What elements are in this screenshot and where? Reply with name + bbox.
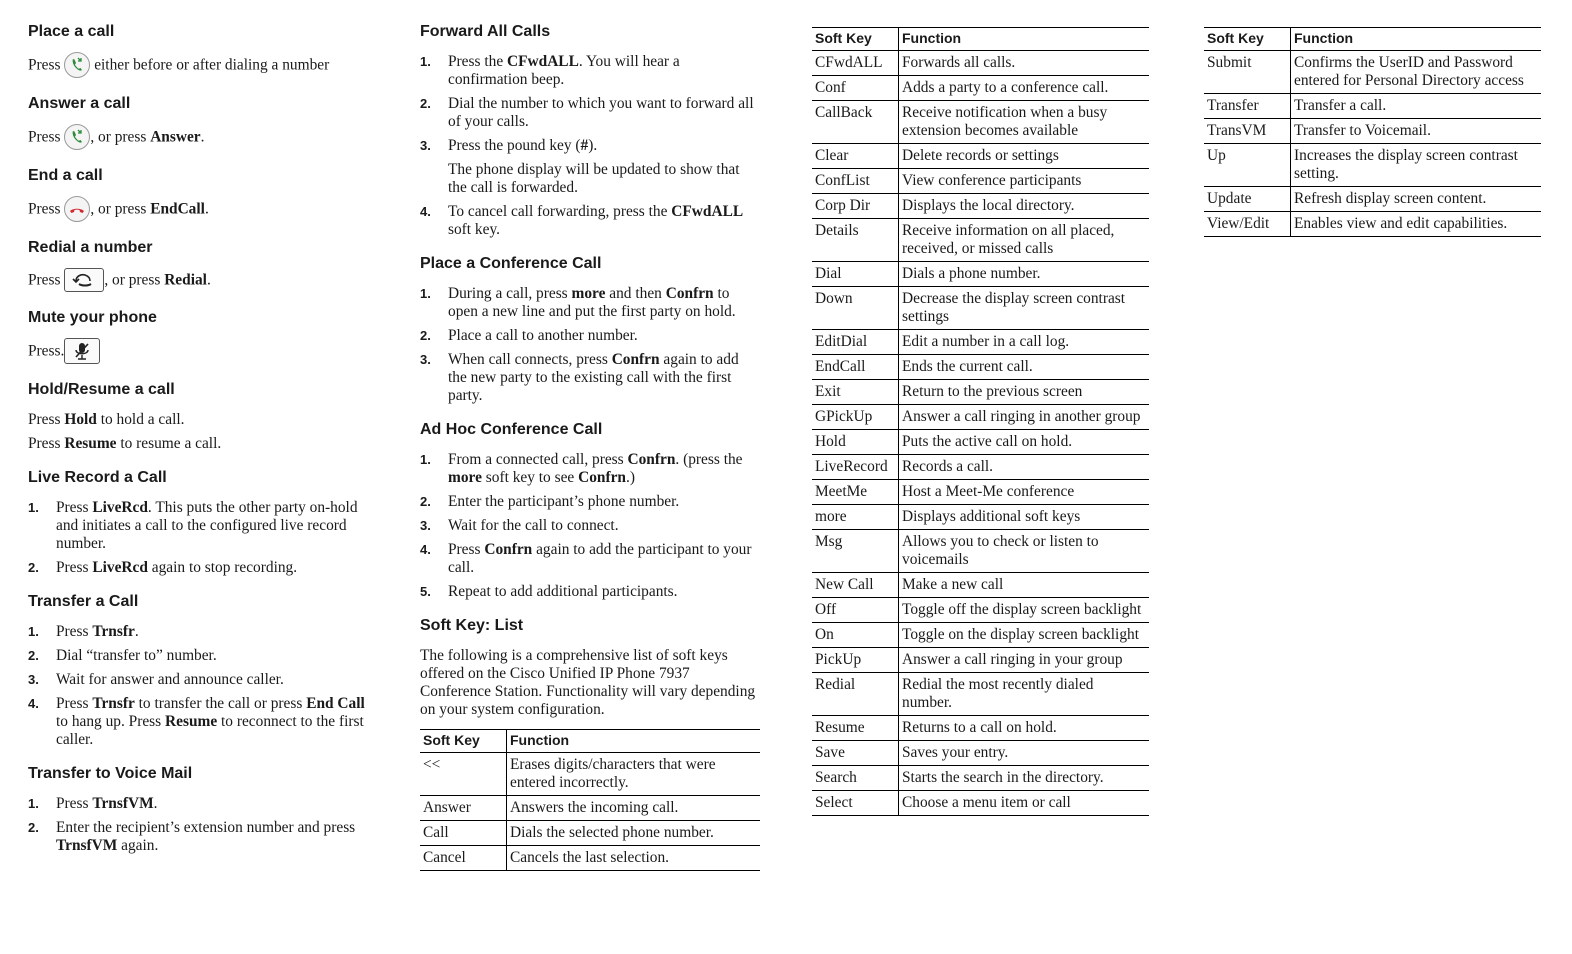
step-number: 3.: [420, 352, 431, 367]
list-item: [420, 137, 760, 197]
softkey-cell: Save: [812, 741, 899, 766]
softkey-name: more: [571, 285, 606, 302]
function-cell: Make a new call: [899, 573, 1150, 598]
step-number: 4.: [420, 542, 431, 557]
softkey-cell: PickUp: [812, 648, 899, 673]
list-item: [28, 499, 373, 553]
step-number: 4.: [28, 696, 39, 711]
function-cell: Records a call.: [899, 455, 1150, 480]
softkey-name: End Call: [306, 695, 365, 712]
softkey-name: Confrn: [484, 541, 533, 558]
table-row: [1204, 144, 1541, 187]
text: . You will hear a confirmation beep.: [448, 53, 680, 88]
text: Press: [28, 200, 65, 218]
text: Wait for the call to connect.: [448, 517, 619, 534]
softkey-table: [812, 27, 1149, 816]
table-row: [812, 623, 1149, 648]
list-item: [420, 53, 760, 89]
text: ).: [588, 137, 598, 154]
instruction: [28, 435, 373, 453]
text: Enter the participant’s phone number.: [448, 493, 680, 510]
softkey-cell: ConfList: [812, 169, 899, 194]
steps-list: [420, 53, 760, 239]
softkey-name: Answer: [150, 128, 201, 146]
section-title: End a call: [28, 167, 103, 184]
table-row: [812, 101, 1149, 144]
function-cell: Allows you to check or listen to voicemails: [899, 530, 1150, 573]
section-adhoc: [420, 420, 760, 601]
table-row: [812, 791, 1149, 816]
list-item: [420, 95, 760, 131]
softkey-cell: EditDial: [812, 330, 899, 355]
step-number: 2.: [28, 820, 39, 835]
softkey-name: Confrn: [627, 451, 676, 468]
softkey-cell: LiveRecord: [812, 455, 899, 480]
softkey-cell: <<: [420, 753, 507, 796]
section-end-call: [28, 166, 373, 223]
table-row: [1204, 212, 1541, 237]
softkey-cell: Corp Dir: [812, 194, 899, 219]
softkey-cell: Up: [1204, 144, 1291, 187]
table-body: [1204, 51, 1541, 237]
table-row: [812, 716, 1149, 741]
text: During a call, press: [448, 285, 572, 302]
text: Press: [56, 623, 93, 640]
instruction: [28, 53, 373, 79]
function-cell: Delete records or settings: [899, 144, 1150, 169]
column-header-softkey: Soft Key: [812, 28, 899, 51]
section-title: Place a Conference Call: [420, 255, 602, 272]
section-mute: [28, 308, 373, 365]
answer-phone-icon: [64, 124, 90, 150]
step-number: 2.: [28, 648, 39, 663]
table-header-row: [1204, 28, 1541, 51]
function-cell: Transfer a call.: [1291, 94, 1542, 119]
list-item: [420, 327, 760, 345]
text: Press: [56, 499, 93, 516]
steps-list: [28, 499, 373, 577]
instruction: [28, 411, 373, 429]
section-title: Place a call: [28, 23, 115, 40]
step-note: The phone display will be updated to show that the call is forwarded.: [448, 161, 740, 196]
table-row: [812, 380, 1149, 405]
section-softkey-list: [420, 616, 760, 871]
function-cell: Toggle on the display screen backlight: [899, 623, 1150, 648]
function-cell: Increases the display screen contrast setting.: [1291, 144, 1542, 187]
function-cell: Host a Meet-Me conference: [899, 480, 1150, 505]
softkey-cell: Conf: [812, 76, 899, 101]
softkey-name: more: [448, 469, 482, 486]
list-item: [420, 451, 760, 487]
table-row: [812, 169, 1149, 194]
softkey-table: [1204, 27, 1541, 237]
softkey-cell: Down: [812, 287, 899, 330]
softkey-cell: Call: [420, 821, 507, 846]
text: , or press: [104, 271, 165, 289]
table-row: [1204, 51, 1541, 94]
softkey-cell: Answer: [420, 796, 507, 821]
column-header-function: Function: [1291, 28, 1542, 51]
function-cell: Returns to a call on hold.: [899, 716, 1150, 741]
softkey-cell: Cancel: [420, 846, 507, 871]
text: Dial the number to which you want to forward all of your calls.: [448, 95, 754, 130]
list-item: [420, 493, 760, 511]
text: again.: [117, 837, 159, 854]
table-row: [420, 796, 760, 821]
list-item: [420, 541, 760, 577]
table-row: [812, 505, 1149, 530]
list-item: [28, 671, 373, 689]
softkey-cell: Redial: [812, 673, 899, 716]
section-title: Hold/Resume a call: [28, 381, 175, 398]
text: Press: [28, 128, 65, 146]
section-place-call: [28, 22, 373, 79]
list-item: [28, 647, 373, 665]
table-row: [812, 405, 1149, 430]
text: Press: [28, 435, 65, 452]
softkey-name: Resume: [165, 713, 218, 730]
function-cell: Edit a number in a call log.: [899, 330, 1150, 355]
function-cell: Saves your entry.: [899, 741, 1150, 766]
list-item: [28, 695, 373, 749]
section-conference: [420, 254, 760, 405]
step-number: 1.: [420, 286, 431, 301]
text: again to add the participant to your call.: [448, 541, 752, 576]
step-number: 5.: [420, 584, 431, 599]
table-row: [420, 753, 760, 796]
table-row: [1204, 94, 1541, 119]
table-row: [420, 821, 760, 846]
function-cell: Displays additional soft keys: [899, 505, 1150, 530]
softkey-name: Confrn: [665, 285, 714, 302]
table-header-row: [420, 730, 760, 753]
table-row: [812, 194, 1149, 219]
section-live-record: [28, 468, 373, 577]
section-title: Live Record a Call: [28, 469, 167, 486]
table-row: [420, 846, 760, 871]
softkey-cell: Resume: [812, 716, 899, 741]
section-redial: [28, 238, 373, 293]
function-cell: Redial the most recently dialed number.: [899, 673, 1150, 716]
softkey-cell: Search: [812, 766, 899, 791]
text: to resume a call.: [116, 435, 222, 452]
list-item: [28, 819, 373, 855]
step-number: 2.: [420, 96, 431, 111]
end-call-icon: [64, 196, 90, 222]
softkey-cell: Dial: [812, 262, 899, 287]
text: .: [153, 795, 158, 812]
function-cell: Adds a party to a conference call.: [899, 76, 1150, 101]
steps-list: [28, 795, 373, 855]
step-number: 3.: [420, 138, 431, 153]
answer-phone-icon: [64, 52, 90, 78]
function-cell: Forwards all calls.: [899, 51, 1150, 76]
softkey-cell: EndCall: [812, 355, 899, 380]
text: to hold a call.: [96, 411, 185, 428]
table-row: [812, 530, 1149, 573]
table-header-row: [812, 28, 1149, 51]
step-number: 3.: [28, 672, 39, 687]
text: Repeat to add additional participants.: [448, 583, 678, 600]
softkey-cell: Update: [1204, 187, 1291, 212]
table-row: [812, 355, 1149, 380]
list-item: [28, 795, 373, 813]
table-row: [812, 766, 1149, 791]
text: Press.: [28, 342, 65, 360]
list-item: [28, 623, 373, 641]
softkey-name: TrnsfVM: [56, 837, 118, 854]
softkey-name: Resume: [64, 435, 117, 452]
softkey-cell: Clear: [812, 144, 899, 169]
softkey-cell: Off: [812, 598, 899, 623]
text: to hang up. Press: [56, 713, 166, 730]
softkey-cell: CallBack: [812, 101, 899, 144]
function-cell: Choose a menu item or call: [899, 791, 1150, 816]
list-item: [420, 285, 760, 321]
text: to transfer the call or press: [134, 695, 307, 712]
text: Press: [28, 411, 65, 428]
softkey-cell: View/Edit: [1204, 212, 1291, 237]
text: . (press the: [675, 451, 743, 468]
step-number: 1.: [28, 796, 39, 811]
softkey-name: Redial: [164, 271, 207, 289]
column-2: [420, 22, 760, 886]
function-cell: Toggle off the display screen backlight: [899, 598, 1150, 623]
softkey-cell: more: [812, 505, 899, 530]
text: , or press: [90, 128, 151, 146]
text: .: [206, 271, 211, 289]
softkey-name: Hold: [64, 411, 97, 428]
table-row: [812, 144, 1149, 169]
softkey-cell: Msg: [812, 530, 899, 573]
function-cell: Receive notification when a busy extension becomes available: [899, 101, 1150, 144]
instruction: [28, 197, 373, 223]
softkey-name: CFwdALL: [507, 53, 579, 70]
table-row: [812, 455, 1149, 480]
function-cell: Starts the search in the directory.: [899, 766, 1150, 791]
table-row: [812, 741, 1149, 766]
section-answer-call: [28, 94, 373, 151]
step-number: 1.: [420, 54, 431, 69]
softkey-cell: Exit: [812, 380, 899, 405]
table-row: [812, 51, 1149, 76]
text: When call connects, press: [448, 351, 612, 368]
softkey-cell: Details: [812, 219, 899, 262]
softkey-name: LiveRcd: [92, 559, 148, 576]
instruction: [28, 339, 373, 365]
instruction: [28, 269, 373, 293]
function-cell: Erases digits/characters that were entered incorrectly.: [507, 753, 761, 796]
section-title: Soft Key: List: [420, 617, 524, 634]
section-transfer: [28, 592, 373, 749]
step-number: 1.: [420, 452, 431, 467]
softkey-cell: MeetMe: [812, 480, 899, 505]
column-header-function: Function: [899, 28, 1150, 51]
function-cell: Puts the active call on hold.: [899, 430, 1150, 455]
text: Wait for answer and announce caller.: [56, 671, 284, 688]
softkey-cell: Hold: [812, 430, 899, 455]
column-3: [812, 27, 1149, 816]
text: .: [134, 623, 139, 640]
softkey-cell: Submit: [1204, 51, 1291, 94]
step-number: 1.: [28, 624, 39, 639]
function-cell: Receive information on all placed, received, or missed calls: [899, 219, 1150, 262]
function-cell: Enables view and edit capabilities.: [1291, 212, 1542, 237]
text: and then: [605, 285, 666, 302]
text: . This puts the other party on-hold and initiates a call to the configured live record number.: [56, 499, 358, 552]
table-row: [812, 287, 1149, 330]
text: Enter the recipient’s extension number and press: [56, 819, 356, 836]
section-title: Redial a number: [28, 239, 153, 256]
step-number: 2.: [420, 328, 431, 343]
table-row: [812, 330, 1149, 355]
section-title: Forward All Calls: [420, 23, 551, 40]
table-row: [812, 480, 1149, 505]
list-item: [420, 351, 760, 405]
table-row: [812, 573, 1149, 598]
text: Press: [56, 695, 93, 712]
function-cell: Return to the previous screen: [899, 380, 1150, 405]
steps-list: [28, 623, 373, 749]
section-title: Ad Hoc Conference Call: [420, 421, 603, 438]
text: Press: [28, 271, 65, 289]
text: .: [204, 200, 209, 218]
redial-icon: [64, 268, 104, 292]
function-cell: View conference participants: [899, 169, 1150, 194]
softkey-name: Trnsfr: [92, 695, 135, 712]
column-header-softkey: Soft Key: [1204, 28, 1291, 51]
section-title: Transfer a Call: [28, 593, 139, 610]
text: Dial “transfer to” number.: [56, 647, 217, 664]
softkey-name: EndCall: [150, 200, 205, 218]
section-title: Transfer to Voice Mail: [28, 765, 193, 782]
softkey-name: Confrn: [611, 351, 660, 368]
section-title: Mute your phone: [28, 309, 157, 326]
function-cell: Answer a call ringing in another group: [899, 405, 1150, 430]
text: to open a new line and put the first party on hold.: [448, 285, 736, 320]
column-header-softkey: Soft Key: [420, 730, 507, 753]
table-row: [1204, 187, 1541, 212]
text: Press: [448, 541, 485, 558]
softkey-cell: GPickUp: [812, 405, 899, 430]
step-number: 2.: [420, 494, 431, 509]
list-item: [420, 203, 760, 239]
function-cell: Displays the local directory.: [899, 194, 1150, 219]
step-number: 2.: [28, 560, 39, 575]
text: .): [625, 469, 635, 486]
intro-paragraph: The following is a comprehensive list of soft keys offered on the Cisco Unified IP Phone 7937 Conference Station. Functionality will vary depending on your system configuration.: [420, 647, 756, 718]
text: From a connected call, press: [448, 451, 628, 468]
table-row: [812, 598, 1149, 623]
mute-icon: [64, 338, 100, 364]
step-number: 1.: [28, 500, 39, 515]
text: Press: [56, 559, 93, 576]
text: to reconnect to the first caller.: [56, 713, 364, 748]
function-cell: Answer a call ringing in your group: [899, 648, 1150, 673]
table-row: [812, 262, 1149, 287]
text: Place a call to another number.: [448, 327, 638, 344]
softkey-name: #: [580, 137, 589, 154]
table-row: [812, 430, 1149, 455]
list-item: [28, 559, 373, 577]
softkey-cell: TransVM: [1204, 119, 1291, 144]
step-number: 3.: [420, 518, 431, 533]
softkey-cell: Transfer: [1204, 94, 1291, 119]
text: .: [200, 128, 205, 146]
softkey-name: TrnsfVM: [92, 795, 154, 812]
function-cell: Dials a phone number.: [899, 262, 1150, 287]
text: Press the pound key (: [448, 137, 581, 154]
text: To cancel call forwarding, press the: [448, 203, 672, 220]
text: soft key to see: [481, 469, 579, 486]
function-cell: Ends the current call.: [899, 355, 1150, 380]
text: again to add the new party to the existing call with the first party.: [448, 351, 739, 404]
table-row: [812, 219, 1149, 262]
softkey-name: LiveRcd: [92, 499, 148, 516]
column-header-function: Function: [507, 730, 761, 753]
function-cell: Confirms the UserID and Password entered for Personal Directory access: [1291, 51, 1542, 94]
function-cell: Cancels the last selection.: [507, 846, 761, 871]
steps-list: [420, 285, 760, 405]
function-cell: Transfer to Voicemail.: [1291, 119, 1542, 144]
table-row: [812, 673, 1149, 716]
text: Press: [56, 795, 93, 812]
column-4: [1204, 27, 1541, 237]
softkey-cell: New Call: [812, 573, 899, 598]
section-hold-resume: [28, 380, 373, 453]
function-cell: Answers the incoming call.: [507, 796, 761, 821]
step-number: 4.: [420, 204, 431, 219]
function-cell: Refresh display screen content.: [1291, 187, 1542, 212]
text: soft key.: [448, 221, 501, 238]
text: Press the: [448, 53, 507, 70]
function-cell: Dials the selected phone number.: [507, 821, 761, 846]
text: Press: [28, 56, 65, 74]
table-row: [1204, 119, 1541, 144]
softkey-cell: CFwdALL: [812, 51, 899, 76]
softkey-table: [420, 729, 760, 871]
list-item: [420, 583, 760, 601]
function-cell: Decrease the display screen contrast settings: [899, 287, 1150, 330]
steps-list: [420, 451, 760, 601]
softkey-name: Confrn: [578, 469, 626, 486]
softkey-cell: On: [812, 623, 899, 648]
table-body: [420, 753, 760, 871]
table-row: [812, 76, 1149, 101]
text: again to stop recording.: [147, 559, 298, 576]
table-row: [812, 648, 1149, 673]
list-item: [420, 517, 760, 535]
softkey-name: Trnsfr: [92, 623, 135, 640]
table-body: [812, 51, 1149, 816]
section-title: Answer a call: [28, 95, 131, 112]
text: either before or after dialing a number: [90, 56, 330, 74]
text: , or press: [90, 200, 151, 218]
instruction: [28, 125, 373, 151]
section-voicemail: [28, 764, 373, 855]
softkey-name: CFwdALL: [671, 203, 744, 220]
softkey-cell: Select: [812, 791, 899, 816]
section-forward: [420, 22, 760, 239]
column-1: [28, 22, 373, 870]
